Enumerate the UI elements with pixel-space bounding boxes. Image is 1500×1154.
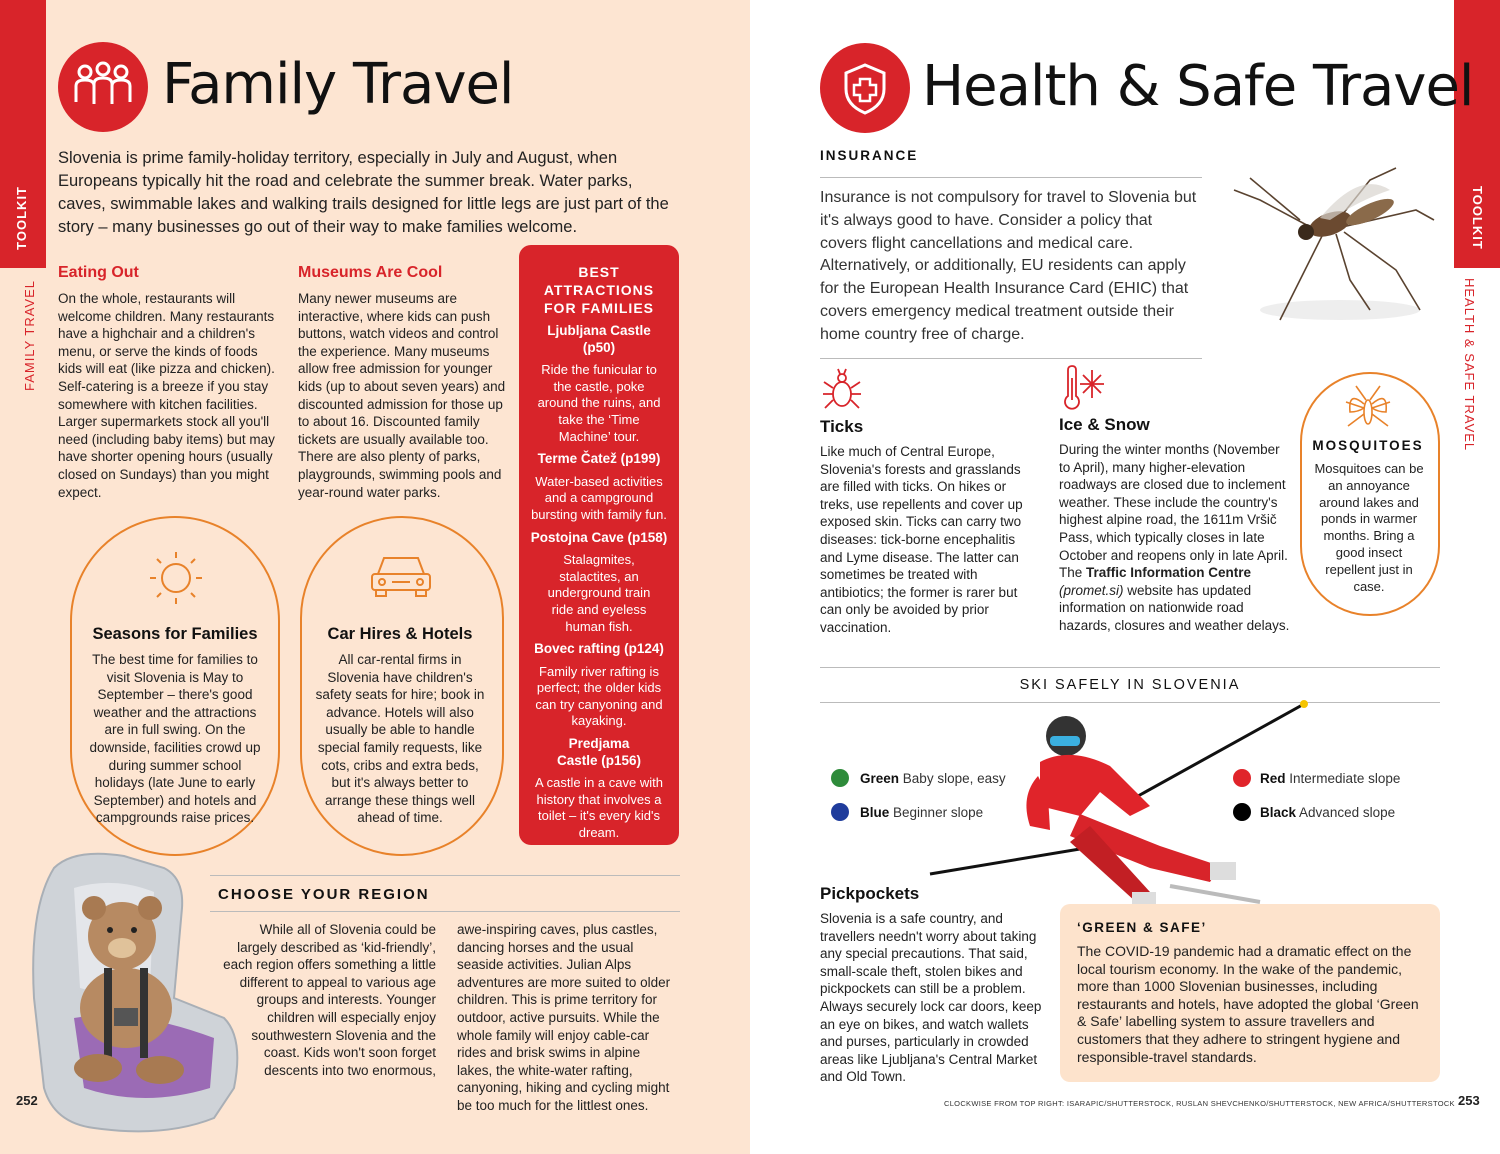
legend-green (860, 771, 1006, 786)
insurance-rule-top (820, 177, 1202, 178)
insurance-text: Insurance is not compulsory for travel to Slovenia but it's always good to have. Consider a policy that covers flight cancellations and medical care. Alternatively, or additionally, EU residents can apply for the European Health Insurance Card (EHIC) that covers emergency medical treatment outside their home country free of charge. (820, 189, 1197, 343)
sun-icon (146, 548, 206, 608)
mosquitoes-heading: MOSQUITOES (1312, 438, 1424, 453)
page-title-family: Family Travel (162, 52, 514, 117)
eating-out-heading: Eating Out (58, 264, 139, 281)
ice-snow-text-b: website has updated information on nationwide road hazards, closures and weather delays. (1059, 582, 1290, 633)
green-safe-heading: ‘GREEN & SAFE’ (1077, 920, 1207, 935)
legend-red-desc: Intermediate slope (1289, 771, 1401, 786)
legend-red (1260, 771, 1400, 786)
ice-snow-text (1059, 441, 1291, 635)
attraction-item (529, 451, 669, 523)
legend-black (1260, 805, 1395, 820)
region-rule-bottom (210, 911, 680, 912)
seasons-heading: Seasons for Families (92, 625, 258, 643)
page-title-health: Health & Safe Travel (922, 54, 1474, 119)
legend-green-desc: Baby slope, easy (902, 771, 1006, 786)
museums-heading: Museums Are Cool (298, 264, 443, 281)
health-logo (820, 43, 910, 133)
region-text-col2: awe-inspiring caves, plus castles, dancing horses and the usual seaside activities. Julian Alps adventures are more suited to older children. This is prime territory for outdoor, active pursuits. While the whole family will enjoy cable-car rides and brisk swims in alpine lakes, the white-water rafting, canyoning, hiking and cycling might be too much for the littlest ones. (457, 922, 671, 1113)
section-tab-label: FAMILY TRAVEL (22, 280, 37, 392)
attraction-name: Postojna Cave (p158) (530, 529, 668, 545)
legend-green-name: Green (860, 771, 900, 786)
traffic-centre-name: Traffic Information Centre (1086, 565, 1252, 581)
region-rule-top (210, 875, 680, 876)
insurance-rule-bottom (820, 358, 1202, 359)
ticks-heading: Ticks (820, 417, 864, 436)
attraction-name: Terme Čatež (p199) (537, 451, 661, 467)
blue-dot-icon (831, 803, 849, 821)
attraction-desc: Stalagmites, stalactites, an underground train ride and eyeless human fish. (547, 552, 651, 634)
toolkit-tab-right (1454, 0, 1500, 268)
attraction-item (529, 641, 669, 730)
legend-black-desc: Advanced slope (1299, 805, 1396, 820)
legend-red-name: Red (1260, 771, 1286, 786)
green-safe-text: The COVID-19 pandemic had a dramatic effect on the local tourism economy. In the wake of the pandemic, more than 1000 Slovenian businesses, including restaurants and hotels, have adopted the global ‘Green & Safe’ labelling system to assure travellers and customers that they adhere to stringent hygiene and responsible-travel standards. (1077, 943, 1419, 1065)
intro-text: Slovenia is prime family-holiday territory, especially in July and August, when Europeans typically hit the road and celebrate the summer break. Water parks, caves, swimmable lakes and walking trails designed for little legs are just part of the story – many businesses go out of their way to make families welcome. (58, 149, 669, 236)
mosquitoes-text: Mosquitoes can be an annoyance around lakes and ponds in warmer months. Bring a good insect repellent just in case. (1314, 461, 1424, 594)
toolkit-tab-right-label: TOOLKIT (1470, 186, 1485, 250)
ice-snow-heading: Ice & Snow (1059, 415, 1150, 434)
best-attractions-box (519, 245, 679, 845)
car-hires-heading: Car Hires & Hotels (327, 625, 473, 643)
attraction-desc: A castle in a cave with history that involves a toilet – it's every kid's dream. (535, 775, 663, 841)
attraction-list (519, 323, 679, 842)
ticks-text: Like much of Central Europe, Slovenia's forests and grasslands are filled with ticks. On hikes or treks, use repellents and cover up exposed skin. Ticks can carry two diseases: tick-borne encephalitis and Lyme disease. The latter can sometimes be treated with antibiotics; the former is rarer but can only be avoided by prior vaccination. (820, 444, 1023, 635)
car-icon (366, 550, 436, 600)
best-attractions-heading: BEST ATTRACTIONS FOR FAMILIES (543, 264, 655, 316)
page-number-right: 253 (1458, 1093, 1480, 1108)
ski-heading: SKI SAFELY IN SLOVENIA (1019, 677, 1241, 693)
region-heading: CHOOSE YOUR REGION (218, 886, 430, 903)
photo-credits: CLOCKWISE FROM TOP RIGHT: ISARAPIC/SHUTTERSTOCK, RUSLAN SHEVCHENKO/SHUTTERSTOCK, NEW AFRICA/SHUTTERSTOCK (944, 1099, 1455, 1108)
seasons-text: The best time for families to visit Slovenia is May to September – there's good weather and the attractions are in full swing. On the downside, facilities crowd up during summer school holidays (late June to early September) and hotels and campgrounds raise prices. (89, 652, 261, 826)
traffic-centre-link[interactable]: (promet.si) (1059, 582, 1124, 598)
attraction-desc: Ride the funicular to the castle, poke around the ruins, and take the ‘Time Machine’ tour. (537, 362, 661, 444)
green-dot-icon (831, 769, 849, 787)
toolkit-tab-label: TOOLKIT (14, 186, 29, 250)
section-tab-right-label: HEALTH & SAFE TRAVEL (1462, 278, 1477, 452)
mosquito-icon (1340, 382, 1396, 438)
family-logo (58, 42, 148, 132)
shield-cross-icon (820, 43, 910, 133)
attraction-name: Predjama Castle (p156) (556, 736, 642, 768)
legend-blue (860, 805, 983, 820)
eating-out-text: On the whole, restaurants will welcome children. Many restaurants have a highchair and a children's menu, or serve the kinds of foods kids will eat (like pizza and chicken). Self-catering is a breeze if you stay somewhere with kitchen facilities. Larger supermarkets stock all you'll need (including baby items) but may have shorter opening hours (usually closed on Sundays) than you might expect. (58, 291, 275, 500)
mosquito-photo (1220, 160, 1440, 340)
ice-snow-text-a: During the winter months (November to April), many higher-elevation roadways are closed due to inclement weather. These include the country's highest alpine road, the 1611m Vršič Pass, which typically closes in late October and reopens only in late April. The (1059, 442, 1288, 581)
green-safe-box (1060, 904, 1440, 1082)
family-icon (58, 42, 148, 132)
black-dot-icon (1233, 803, 1251, 821)
pickpockets-text: Slovenia is a safe country, and travellers needn't worry about taking any special precautions. That said, small-scale theft, stolen bikes and pickpockets can still be a problem. Always securely lock car doors, keep an eye on bikes, and watch wallets and purses, particularly in crowded areas like Ljubljana's Central Market and Old Town. (820, 911, 1042, 1085)
toolkit-tab (0, 0, 46, 268)
page-number-left: 252 (16, 1093, 38, 1108)
tick-icon (820, 366, 864, 412)
pickpockets-heading: Pickpockets (820, 884, 920, 903)
legend-black-name: Black (1260, 805, 1297, 820)
right-page (750, 0, 1500, 1154)
car-hires-text: All car-rental firms in Slovenia have children's safety seats for hire; book in advance. Hotels will also usually be able to handle special family requests, like cots, cribs and extra beds, but it's always better to arrange these things well ahead of time. (315, 652, 485, 826)
museums-text: Many newer museums are interactive, where kids can push buttons, watch videos and control the experience. Many museums allow free admission for younger kids (up to about seven years) and discounted admission for those up to about 16. Discounted family tickets are usually available too. There are also plenty of parks, playgrounds, swimming pools and year-round water parks. (298, 291, 506, 500)
red-dot-icon (1233, 769, 1251, 787)
attraction-name: Ljubljana Castle (p50) (547, 323, 651, 355)
ski-rule-top (820, 667, 1440, 668)
attraction-item (529, 736, 669, 842)
attraction-name: Bovec rafting (p124) (534, 641, 664, 657)
legend-blue-desc: Beginner slope (893, 805, 984, 820)
insurance-heading: INSURANCE (820, 148, 919, 163)
attraction-desc: Water-based activities and a campground bursting with family fun. (531, 473, 667, 522)
attraction-desc: Family river rafting is perfect; the older kids can try canyoning and kayaking. (535, 663, 663, 729)
attraction-item (529, 323, 669, 445)
attraction-item (529, 530, 669, 636)
legend-blue-name: Blue (860, 805, 890, 820)
thermometer-snowflake-icon (1058, 364, 1108, 414)
region-text-col1: While all of Slovenia could be largely described as ‘kid-friendly’, each region offers something a little different to appeal to various age groups and interests. Younger children will especially enjoy southwestern Slovenia and the coast. Kids won't soon forget descents into two enormous, (223, 922, 436, 1078)
